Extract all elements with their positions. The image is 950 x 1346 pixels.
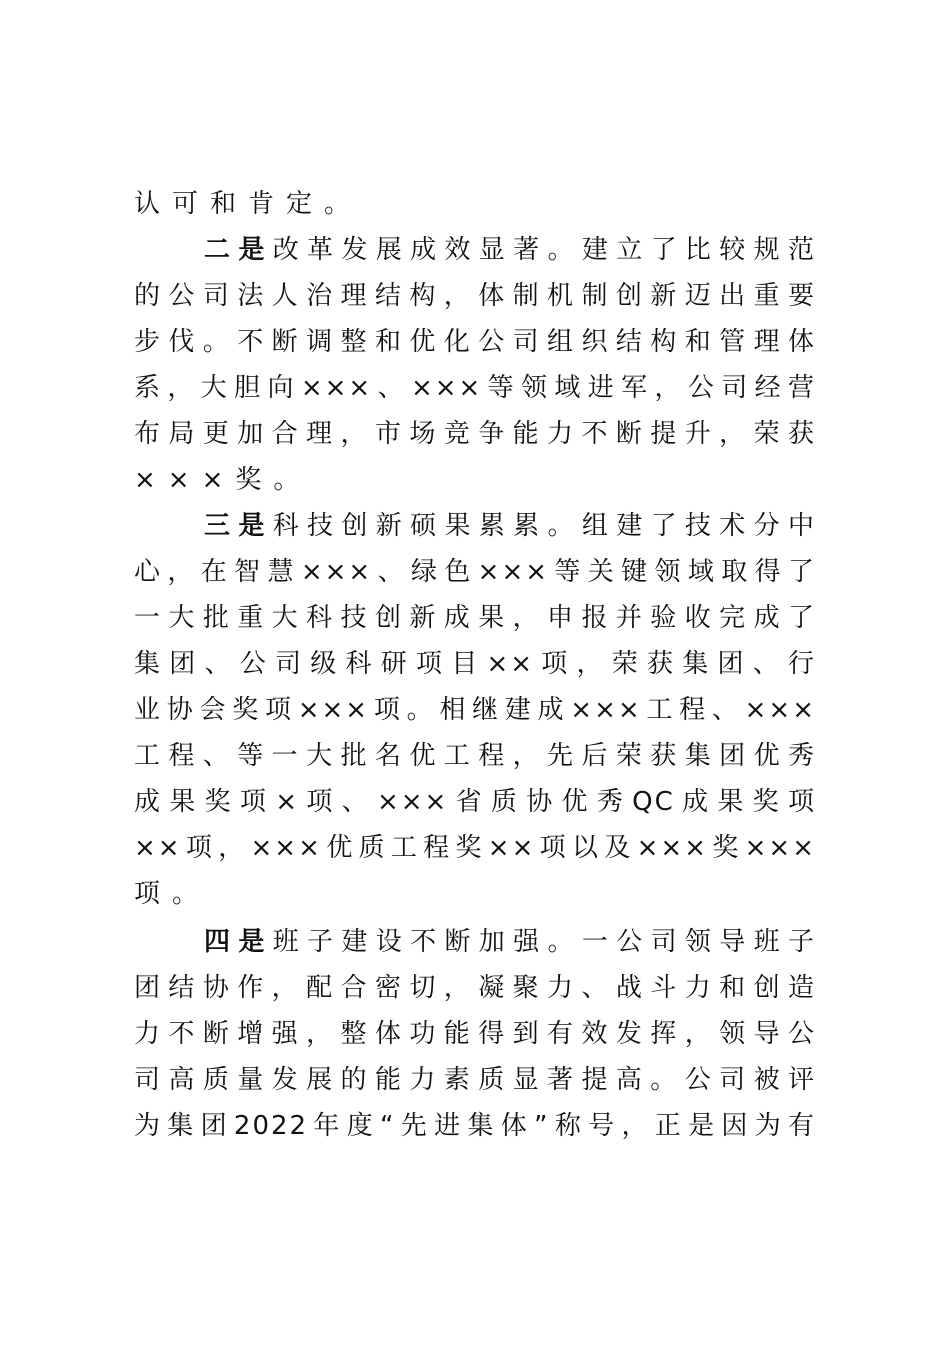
line-text: ×××奖。	[134, 465, 312, 495]
text-line	[134, 644, 816, 684]
line-text: 项。	[134, 879, 211, 909]
line-text: 集团、公司级科研项目××项，荣获集团、行	[134, 649, 816, 679]
line-text: 为集团2022年度“先进集体”称号，正是因为有	[134, 1111, 816, 1141]
text-line	[134, 1106, 816, 1146]
line-text: 认可和肯定。	[134, 189, 363, 219]
line-text: 心，在智慧×××、绿色×××等关键领域取得了	[134, 557, 816, 587]
line-text: 成果奖项×项、×××省质协优秀QC成果奖项	[134, 787, 816, 817]
paragraph-lead: 三是	[204, 511, 273, 541]
paragraph-4-first-line	[204, 922, 816, 962]
text-line	[134, 874, 816, 914]
line-text: 步伐。不断调整和优化公司组织结构和管理体	[134, 327, 816, 357]
line-text: 改革发展成效显著。建立了比较规范	[272, 235, 816, 265]
text-line	[134, 460, 816, 500]
text-line	[134, 322, 816, 362]
paragraph-lead: 四是	[204, 927, 273, 957]
paragraph-3-first-line	[204, 506, 816, 546]
paragraph-lead: 二是	[204, 235, 273, 265]
text-line	[134, 598, 816, 638]
text-line	[134, 782, 816, 822]
line-text: 系，大胆向×××、×××等领域进军，公司经营	[134, 373, 816, 403]
line-text: 一大批重大科技创新成果，申报并验收完成了	[134, 603, 816, 633]
text-line	[134, 414, 816, 454]
line-text: 团结协作，配合密切，凝聚力、战斗力和创造	[134, 973, 816, 1003]
text-line	[134, 276, 816, 316]
text-line	[134, 968, 816, 1008]
text-line	[134, 1060, 816, 1100]
paragraph-2-first-line	[204, 230, 816, 270]
line-text: ××项，×××优质工程奖××项以及×××奖×××	[134, 833, 816, 863]
text-line	[134, 828, 816, 868]
line-text: 班子建设不断加强。一公司领导班子	[272, 927, 816, 957]
text-line	[134, 184, 816, 224]
line-text: 布局更加合理，市场竞争能力不断提升，荣获	[134, 419, 816, 449]
line-text: 力不断增强，整体功能得到有效发挥，领导公	[134, 1019, 816, 1049]
text-line	[134, 552, 816, 592]
text-line	[134, 368, 816, 408]
text-line	[134, 736, 816, 776]
line-text: 工程、等一大批名优工程，先后荣获集团优秀	[134, 741, 816, 771]
text-line	[134, 690, 816, 730]
line-text: 科技创新硕果累累。组建了技术分中	[272, 511, 816, 541]
line-text: 的公司法人治理结构，体制机制创新迈出重要	[134, 281, 816, 311]
line-text: 司高质量发展的能力素质显著提高。公司被评	[134, 1065, 816, 1095]
line-text: 业协会奖项×××项。相继建成×××工程、×××	[134, 695, 816, 725]
text-line	[134, 1014, 816, 1054]
